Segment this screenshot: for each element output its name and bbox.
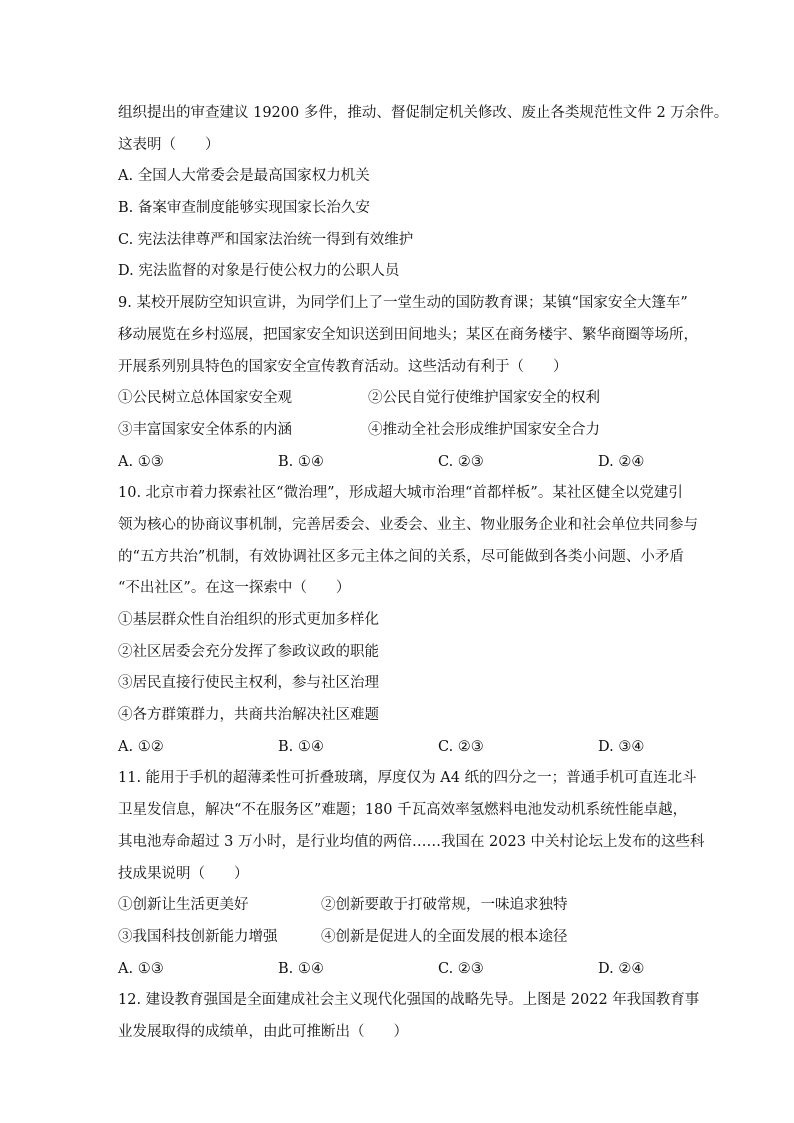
q10-statement: ③居民直接行使民主权利，参与社区治理 <box>118 675 379 692</box>
q11-statement: ③我国科技创新能力增强 <box>118 928 278 945</box>
q9-choice-a: A. ①③ <box>118 453 164 470</box>
q10-choice-row <box>118 732 688 764</box>
q8-option: B. 备案审查制度能够实现国家长治久安 <box>118 200 370 217</box>
q9-stem-line: 移动展览在乡村巡展，把国家安全知识送到田间地头；某区在商务楼宇、繁华商圈等场所， <box>118 326 698 343</box>
q9-statement: ③丰富国家安全体系的内涵 <box>118 421 292 438</box>
q9-statement-row <box>118 383 688 415</box>
q10-statement: ④各方群策群力，共商共治解决社区难题 <box>118 707 379 724</box>
q8-stem-line: 这表明（ ） <box>118 136 220 153</box>
q9-statement: ②公民自觉行使维护国家安全的权利 <box>368 390 600 407</box>
q11-statement: ②创新要敢于打破常规，一味追求独特 <box>321 897 568 914</box>
q10-choice-c: C. ②③ <box>438 738 484 755</box>
q10-choice-b: B. ①④ <box>278 738 324 755</box>
exam-page <box>118 98 729 1049</box>
q11-choice-a: A. ①③ <box>118 960 164 977</box>
q8-option: A. 全国人大常委会是最高国家权力机关 <box>118 168 370 185</box>
q11-statement: ①创新让生活更美好 <box>118 897 249 914</box>
q12-stem-line: 12. 建设教育强国是全面建成社会主义现代化强国的战略先导。上图是 2022 年我国教育事 <box>118 992 700 1009</box>
q12-stem-line: 业发展取得的成绩单，由此可推断出（ ） <box>118 1023 408 1040</box>
q9-choice-b: B. ①④ <box>278 453 324 470</box>
q9-choice-d: D. ②④ <box>598 453 645 470</box>
q10-statement: ②社区居委会充分发挥了参政议政的职能 <box>118 643 379 660</box>
q8-stem-line: 组织提出的审查建议 19200 多件，推动、督促制定机关修改、废止各类规范性文件 2 万余件。 <box>118 105 729 121</box>
q11-statement-row <box>118 922 688 954</box>
q10-choice-d: D. ③④ <box>598 738 645 755</box>
q11-stem-line: 技成果说明（ ） <box>118 865 249 882</box>
q11-choice-row <box>118 954 688 986</box>
q9-statement-row <box>118 415 688 447</box>
q8-option: D. 宪法监督的对象是行使公权力的公职人员 <box>118 263 400 280</box>
q9-statement: ①公民树立总体国家安全观 <box>118 390 292 407</box>
q10-choice-a: A. ①② <box>118 738 164 755</box>
q11-statement-row <box>118 890 688 922</box>
q9-stem-line: 开展系列别具特色的国家安全宣传教育活动。这些活动有利于（ ） <box>118 358 568 375</box>
q11-choice-d: D. ②④ <box>598 960 645 977</box>
q11-stem-line: 11. 能用于手机的超薄柔性可折叠玻璃，厚度仅为 A4 纸的四分之一；普通手机可直连北斗 <box>118 770 697 787</box>
q9-stem-line: 9. 某校开展防空知识宣讲，为同学们上了一堂生动的国防教育课；某镇“国家安全大篷车” <box>118 295 688 312</box>
q9-choice-row <box>118 447 688 479</box>
q10-stem-line: “不出社区”。在这一探索中（ ） <box>118 580 351 597</box>
q10-stem-line: 的“五方共治”机制，有效协调社区多元主体之间的关系，尽可能做到各类小问题、小矛盾 <box>118 548 684 565</box>
q11-choice-b: B. ①④ <box>278 960 324 977</box>
q9-choice-c: C. ②③ <box>438 453 484 470</box>
q10-stem-line: 10. 北京市着力探索社区“微治理”，形成超大城市治理“首都样板”。某社区健全以党建引 <box>118 485 683 502</box>
q11-stem-line: 卫星发信息，解决“不在服务区”难题；180 千瓦高效率氢燃料电池发动机系统性能卓越， <box>118 802 688 819</box>
q9-statement: ④推动全社会形成维护国家安全合力 <box>368 421 600 438</box>
q10-stem-line: 领为核心的协商议事机制，完善居委会、业委会、业主、物业服务企业和社会单位共同参与 <box>118 516 698 533</box>
q11-statement: ④创新是促进人的全面发展的根本途径 <box>321 928 568 945</box>
q8-option: C. 宪法法律尊严和国家法治统一得到有效维护 <box>118 231 414 248</box>
q11-stem-line: 其电池寿命超过 3 万小时，是行业均值的两倍……我国在 2023 中关村论坛上发布的这些科 <box>118 833 705 850</box>
q10-statement: ①基层群众性自治组织的形式更加多样化 <box>118 612 379 628</box>
q11-choice-c: C. ②③ <box>438 960 484 977</box>
